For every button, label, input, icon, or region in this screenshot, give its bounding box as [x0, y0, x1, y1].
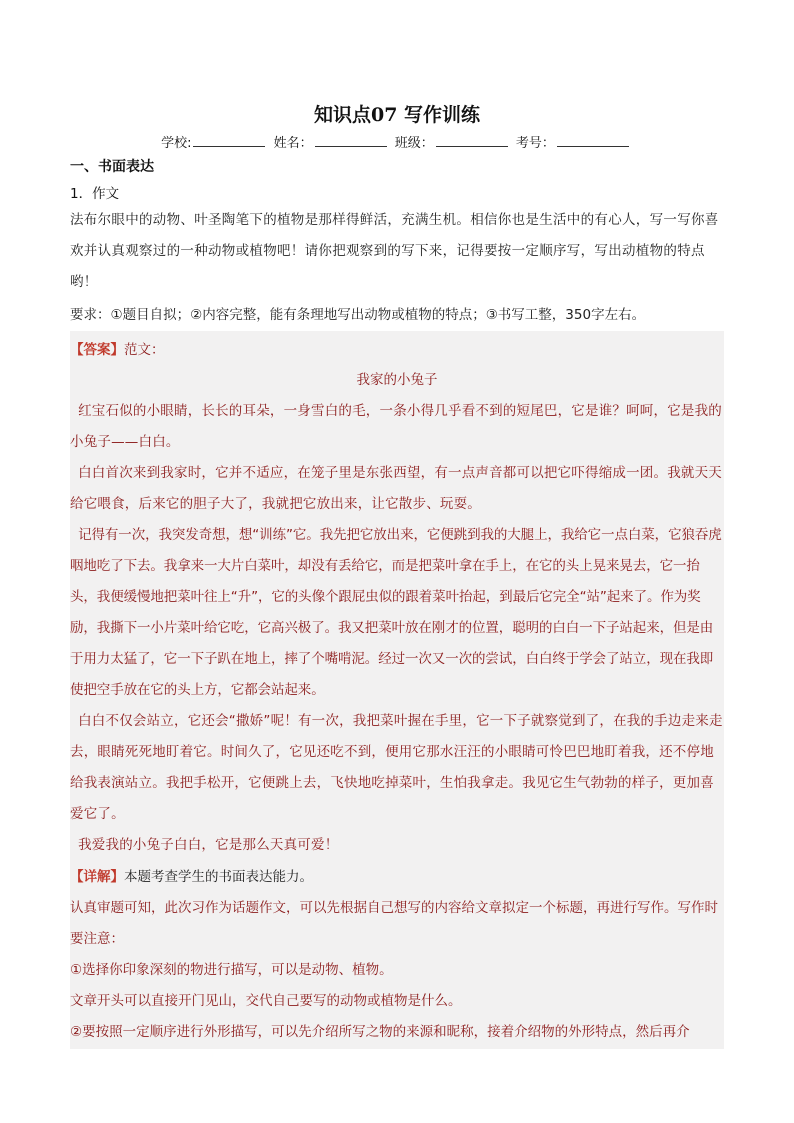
essay-paragraph: 记得有一次，我突发奇想，想“训练”它。我先把它放出来，它便跳到我的大腿上，我给它一点白菜，它狼吞虎咽地吃了下去。我拿来一大片白菜叶，却没有丢给它，而是把菜叶拿在手上，在它的头上晃来晃去，它一抬头，我便缓慢地把菜叶往上“升”，它的头像个跟屁虫似的跟着菜叶抬起，到最后它完全“站”起来了。作为奖励，我撕下一小片菜叶给它吃，它高兴极了。我又把菜叶放在刚才的位置，聪明的白白一下子站起来，但是由于用力太猛了，它一下子趴在地上，摔了个嘴啃泥。经过一次又一次的尝试，白白终于学会了站立，现在我即使把空手放在它的头上方，它都会站起来。: [70, 527, 722, 698]
essay-paragraph: 我爱我的小兔子白白，它是那么天真可爱！: [78, 837, 339, 853]
detail-paragraph: 文章开头可以直接开门见山，交代自己要写的动物或植物是什么。: [70, 993, 462, 1009]
detail-section: [70, 862, 724, 1048]
detail-intro: 本题考查学生的书面表达能力。: [124, 869, 313, 885]
class-label: 班级：: [394, 136, 434, 151]
school-label: 学校:: [161, 136, 192, 151]
essay-title: 我家的小兔子: [356, 372, 438, 388]
answer-heading: [70, 338, 165, 358]
essay-paragraph: 白白首次来到我家时，它并不适应，在笼子里是东张西望，有一点声音都可以把它吓得缩成一团。我就天天给它喂食，后来它的胆子大了，我就把它放出来，让它散步、玩耍。: [70, 465, 722, 512]
essay-paragraph: 白白不仅会站立，它还会“撒娇”呢！有一次，我把菜叶握在手里，它一下子就察觉到了，在我的手边走来走去，眼睛死死地盯着它。时间久了，它见还吃不到，便用它那水汪汪的小眼睛可怜巴巴地盯着我，还不停地给我表演站立。我把手松开，它便跳上去，飞快地吃掉菜叶，生怕我拿走。我见它生气勃勃的样子，更加喜爱它了。: [70, 713, 723, 822]
exam-no-blank: [557, 134, 629, 147]
student-info-line: [0, 132, 794, 151]
question-number: 1．作文: [70, 186, 120, 202]
detail-label: 【详解】: [70, 869, 124, 885]
answer-label: 【答案】: [70, 342, 124, 358]
page-title: 知识点07 写作训练: [313, 104, 481, 126]
essay-body: [70, 396, 724, 861]
question-requirement: 要求：①题目自拟；②内容完整，能有条理地写出动物或植物的特点；③书写工整，350字左右。: [70, 307, 646, 323]
essay-paragraph: 红宝石似的小眼睛，长长的耳朵，一身雪白的毛，一条小得几乎看不到的短尾巴，它是谁？呵呵，它是我的小兔子——白白。: [70, 403, 722, 450]
school-blank: [193, 134, 265, 147]
answer-intro: 范文：: [124, 342, 165, 358]
class-blank: [436, 134, 508, 147]
question-prompt: 法布尔眼中的动物、叶圣陶笔下的植物是那样得鲜活，充满生机。相信你也是生活中的有心人，写一写你喜欢并认真观察过的一种动物或植物吧！请你把观察到的写下来，记得要按一定顺序写，写出动植物的特点哟！: [70, 212, 719, 290]
detail-paragraph: ①选择你印象深刻的物进行描写，可以是动物、植物。: [70, 962, 393, 978]
detail-paragraph: ②要按照一定顺序进行外形描写，可以先介绍所写之物的来源和昵称，接着介绍物的外形特点，然后再介: [70, 1024, 690, 1040]
name-blank: [315, 134, 387, 147]
detail-paragraph: 认真审题可知，此次习作为话题作文，可以先根据自己想写的内容给文章拟定一个标题，再进行写作。写作时要注意：: [70, 900, 718, 947]
name-label: 姓名：: [273, 136, 313, 151]
exam-no-label: 考号：: [515, 136, 555, 151]
section-heading: 一、书面表达: [70, 159, 154, 175]
